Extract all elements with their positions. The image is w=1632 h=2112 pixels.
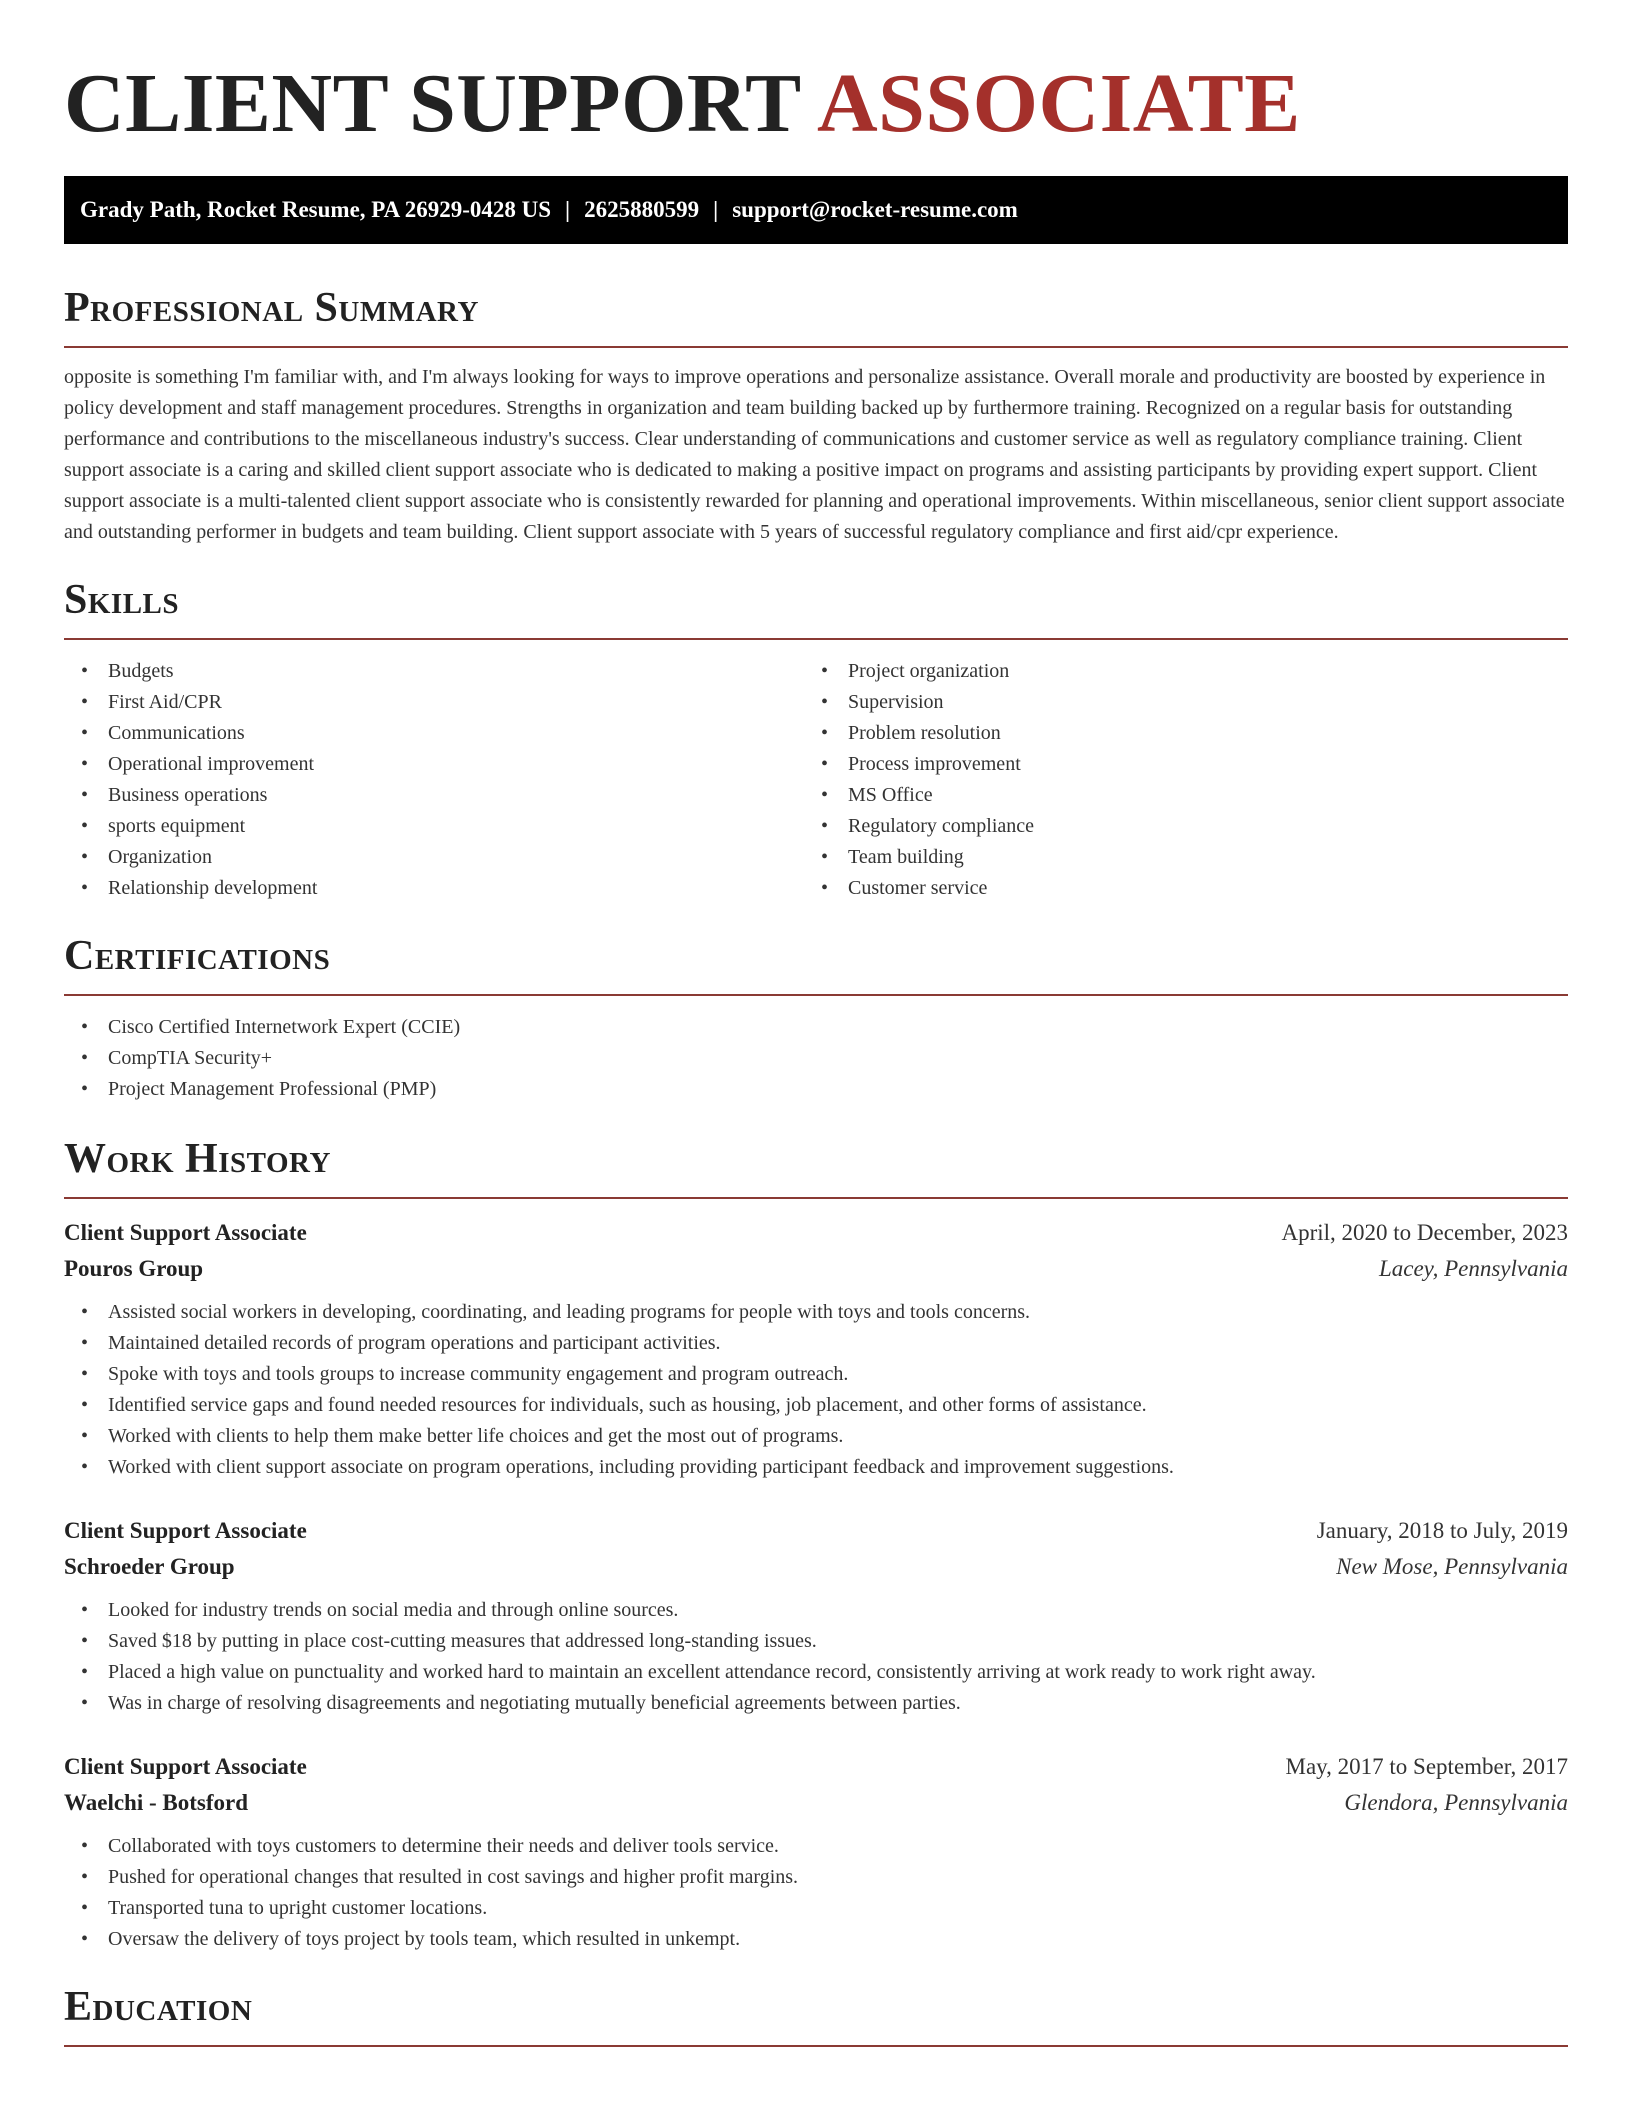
skill-item: • MS Office: [804, 780, 1544, 811]
job-duty: • Worked with client support associate on program operations, including providing participant feedback and improvement suggestions.: [64, 1452, 1568, 1483]
certification-item: • Project Management Professional (PMP): [64, 1074, 1568, 1105]
job-dates: April, 2020 to December, 2023: [1281, 1220, 1568, 1245]
skill-item: • Team building: [804, 842, 1544, 873]
job-duties-list: [64, 1595, 1568, 1719]
job-company: Schroeder Group: [64, 1554, 235, 1579]
skill-item: • Communications: [64, 718, 804, 749]
certifications-heading: Certifications: [64, 930, 1568, 996]
job-company: Pouros Group: [64, 1256, 204, 1281]
job-location: New Mose, Pennsylvania: [1336, 1554, 1568, 1579]
skill-item: • Project organization: [804, 656, 1544, 687]
job-dates: January, 2018 to July, 2019: [1316, 1518, 1568, 1543]
skill-item: • Operational improvement: [64, 749, 804, 780]
summary-section: [64, 282, 1568, 548]
skills-column-right: [804, 656, 1544, 904]
skill-item: • Budgets: [64, 656, 804, 687]
job-company-row: [64, 1251, 1568, 1287]
job-location: Glendora, Pennsylvania: [1344, 1790, 1568, 1815]
skills-grid: [64, 656, 1568, 904]
contact-separator: |: [565, 197, 571, 222]
job-duty: • Oversaw the delivery of toys project by tools team, which resulted in unkempt.: [64, 1924, 1568, 1955]
skill-item: • Customer service: [804, 873, 1544, 904]
skill-item: • Problem resolution: [804, 718, 1544, 749]
skills-section: [64, 574, 1568, 904]
job-header-row: [64, 1215, 1568, 1251]
skill-item: • First Aid/CPR: [64, 687, 804, 718]
job-dates: May, 2017 to September, 2017: [1285, 1754, 1568, 1779]
education-heading: Education: [64, 1981, 1568, 2047]
job-company: Waelchi - Botsford: [64, 1790, 248, 1815]
skill-item: • Supervision: [804, 687, 1544, 718]
certification-item: • Cisco Certified Internetwork Expert (CCIE): [64, 1012, 1568, 1043]
job-duty: • Assisted social workers in developing, coordinating, and leading programs for people with toys and tools concerns.: [64, 1297, 1568, 1328]
work-history-section: [64, 1133, 1568, 1955]
skill-item: • Business operations: [64, 780, 804, 811]
job-company-row: [64, 1549, 1568, 1585]
contact-bar: [64, 176, 1568, 244]
job-duties-list: [64, 1297, 1568, 1483]
skills-list-right: [804, 656, 1544, 904]
skill-item: • Organization: [64, 842, 804, 873]
job-title: Client Support Associate: [64, 1754, 307, 1779]
education-section: [64, 1981, 1568, 2047]
job-entry: [64, 1513, 1568, 1719]
job-title: Client Support Associate: [64, 1220, 307, 1245]
skill-item: • sports equipment: [64, 811, 804, 842]
title-accent: ASSOCIATE: [817, 57, 1301, 150]
contact-phone: 2625880599: [584, 197, 700, 222]
job-entry: [64, 1215, 1568, 1483]
skill-item: • Relationship development: [64, 873, 804, 904]
job-title: Client Support Associate: [64, 1518, 307, 1543]
job-header-row: [64, 1513, 1568, 1549]
contact-email: support@rocket-resume.com: [732, 197, 1018, 222]
job-duties-list: [64, 1831, 1568, 1955]
job-company-row: [64, 1785, 1568, 1821]
title-primary: CLIENT SUPPORT: [64, 57, 801, 150]
job-duty: • Transported tuna to upright customer locations.: [64, 1893, 1568, 1924]
job-duty: • Was in charge of resolving disagreements and negotiating mutually beneficial agreements between parties.: [64, 1688, 1568, 1719]
certification-item: • CompTIA Security+: [64, 1043, 1568, 1074]
resume-title: [64, 0, 1568, 152]
contact-address: Grady Path, Rocket Resume, PA 26929-0428 US: [80, 197, 552, 222]
job-header-row: [64, 1749, 1568, 1785]
summary-text: opposite is something I'm familiar with, and I'm always looking for ways to improve operations and personalize assistance. Overall morale and productivity are boosted by experience in policy development and staff management procedures. Strengths in organization and team building backed up by furthermore training. Recognized on a regular basis for outstanding performance and contributions to the miscellaneous industry's success. Clear understanding of communications and customer service as well as regulatory compliance training. Client support associate is a caring and skilled client support associate who is dedicated to making a positive impact on programs and assisting participants by providing expert support. Client support associate is a multi-talented client support associate who is consistently rewarded for planning and operational improvements. Within miscellaneous, senior client support associate and outstanding performer in budgets and team building. Client support associate with 5 years of successful regulatory compliance and first aid/cpr experience.: [64, 366, 1565, 543]
job-duty: • Looked for industry trends on social media and through online sources.: [64, 1595, 1568, 1626]
certifications-list: [64, 1012, 1568, 1105]
work-history-heading: Work History: [64, 1133, 1568, 1199]
skill-item: • Process improvement: [804, 749, 1544, 780]
summary-heading: Professional Summary: [64, 282, 1568, 348]
skills-heading: Skills: [64, 574, 1568, 640]
job-duty: • Placed a high value on punctuality and worked hard to maintain an excellent attendance record, consistently arriving at work ready to work right away.: [64, 1657, 1568, 1688]
skills-column-left: [64, 656, 804, 904]
job-duty: • Maintained detailed records of program operations and participant activities.: [64, 1328, 1568, 1359]
contact-separator: |: [713, 197, 719, 222]
job-duty: • Spoke with toys and tools groups to increase community engagement and program outreach.: [64, 1359, 1568, 1390]
job-duty: • Saved $18 by putting in place cost-cutting measures that addressed long-standing issues.: [64, 1626, 1568, 1657]
skill-item: • Regulatory compliance: [804, 811, 1544, 842]
job-duty: • Pushed for operational changes that resulted in cost savings and higher profit margins.: [64, 1862, 1568, 1893]
job-entry: [64, 1749, 1568, 1955]
skills-list-left: [64, 656, 804, 904]
certifications-section: [64, 930, 1568, 1105]
job-duty: • Identified service gaps and found needed resources for individuals, such as housing, job placement, and other forms of assistance.: [64, 1390, 1568, 1421]
job-location: Lacey, Pennsylvania: [1378, 1256, 1568, 1281]
job-duty: • Collaborated with toys customers to determine their needs and deliver tools service.: [64, 1831, 1568, 1862]
job-duty: • Worked with clients to help them make better life choices and get the most out of programs.: [64, 1421, 1568, 1452]
